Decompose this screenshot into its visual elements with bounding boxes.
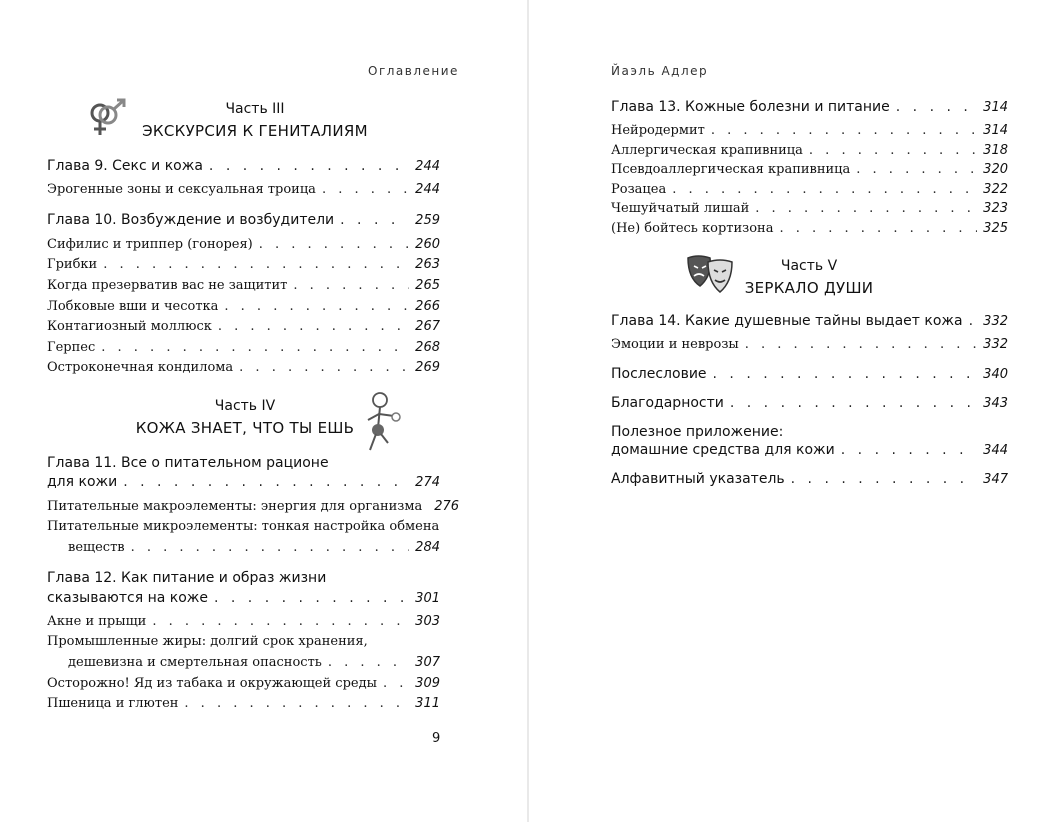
entry-title: Акне и прыщи [47,614,147,629]
toc-entry-ch11-line1[interactable]: Глава 11. Все о питательном рационе [47,455,329,471]
entry-title: Послесловие [611,366,707,382]
entry-page: 274 [415,475,440,490]
part3-title: ЭКСКУРСИЯ К ГЕНИТАЛИЯМ [142,122,368,140]
entry-title: Питательные макроэлементы: энергия для организма [47,499,423,514]
leader-dots [755,201,977,216]
entry-title: Глава 13. Кожные болезни и питание [611,99,890,115]
part4-title: КОЖА ЗНАЕТ, ЧТО ТЫ ЕШЬ [135,419,355,437]
leader-dots [969,313,978,329]
entry-title: Герпес [47,340,96,355]
leader-dots [293,278,409,293]
entry-page: 314 [983,123,1008,138]
running-head-left: Оглавление [368,64,459,78]
left-page [0,0,527,822]
leader-dots [101,340,409,355]
entry-title: Осторожно! Яд из табака и окружающей среды [47,676,377,691]
leader-dots [745,337,977,352]
leader-dots [779,221,977,236]
leader-dots [856,162,977,177]
toc-entry[interactable] [68,540,440,555]
toc-entry[interactable] [47,257,440,272]
leader-dots [123,474,409,490]
entry-page: 309 [415,676,440,691]
toc-entry-afterword[interactable] [611,366,1008,382]
toc-entry-ch10[interactable] [47,212,440,228]
entry-title: Глава 10. Возбуждение и возбудители [47,212,335,228]
entry-page: 347 [983,472,1008,487]
entry-page: 267 [415,319,440,334]
entry-title: Грибки [47,257,98,272]
leader-dots [730,395,977,411]
entry-page: 276 [434,499,460,514]
entry-page: 307 [415,655,440,670]
toc-entry[interactable] [47,676,440,691]
leader-dots [841,442,977,458]
entry-page: 244 [415,159,440,174]
leader-dots [259,237,409,252]
toc-entry[interactable] [47,237,440,252]
entry-title: Остроконечная кондилома [47,360,234,375]
toc-entry[interactable] [611,337,1008,352]
leader-dots [672,182,977,197]
entry-title: Сифилис и триппер (гонорея) [47,237,253,252]
part5-title: ЗЕРКАЛО ДУШИ [744,279,874,297]
entry-title: Когда презерватив вас не защитит [47,278,288,293]
entry-page: 260 [415,237,440,252]
part4-heading [115,396,375,439]
toc-entry-appendix[interactable] [611,442,1008,458]
entry-page: 325 [983,221,1008,236]
entry-title: Алфавитный указатель [611,471,785,487]
leader-dots [218,319,409,334]
entry-page: 344 [983,443,1008,458]
entry-title: Контагиозный моллюск [47,319,212,334]
entry-title: Псевдоаллергическая крапивница [611,162,851,177]
toc-entry[interactable] [47,299,440,314]
entry-title: Чешуйчатый лишай [611,201,750,216]
leader-dots [209,158,409,174]
toc-entry[interactable] [611,123,1008,138]
entry-page: 332 [983,314,1008,329]
leader-dots [791,471,978,487]
leader-dots [328,655,409,670]
entry-page: 244 [415,182,440,197]
toc-entry[interactable] [47,614,440,629]
page-number: 9 [432,731,441,746]
toc-entry[interactable] [611,143,1008,158]
entry-page: 311 [415,696,440,711]
entry-page: 269 [415,360,440,375]
leader-dots [711,123,977,138]
leader-dots [896,99,977,115]
entry-title: Лобковые вши и чесотка [47,299,219,314]
toc-entry[interactable] [68,655,440,670]
entry-title: Эмоции и неврозы [611,337,739,352]
leader-dots [224,299,409,314]
leader-dots [809,143,977,158]
right-page [529,0,1056,822]
toc-entry[interactable] [47,278,440,293]
leader-dots [340,212,409,228]
entry-page: 320 [983,162,1008,177]
entry-title: сказываются на коже [47,590,208,606]
toc-entry-appendix-line1[interactable]: Полезное приложение: [611,424,784,440]
entry-title: Благодарности [611,395,724,411]
leader-dots [383,676,409,691]
entry-page: 314 [983,100,1008,115]
toc-entry[interactable] [47,499,460,514]
toc-entry-ch13[interactable] [611,99,1008,115]
entry-page: 263 [415,257,440,272]
toc-entry[interactable] [47,696,440,711]
entry-page: 284 [415,540,440,555]
entry-page: 265 [415,278,440,293]
entry-page: 340 [983,367,1008,382]
entry-title: веществ [68,540,125,555]
toc-entry[interactable] [47,319,440,334]
entry-page: 332 [983,337,1008,352]
entry-title: Пшеница и глютен [47,696,179,711]
toc-entry-ch12-line1[interactable]: Глава 12. Как питание и образ жизни [47,570,327,586]
toc-entry-ch14[interactable] [611,313,1008,329]
toc-entry-line1[interactable]: Питательные микроэлементы: тонкая настройка обмена [47,519,440,534]
entry-page: 322 [983,182,1008,197]
toc-entry[interactable] [47,182,440,197]
part5-heading [719,256,899,299]
entry-title: (Не) бойтесь кортизона [611,221,774,236]
leader-dots [184,696,409,711]
entry-title: домашние средства для кожи [611,442,835,458]
leader-dots [131,540,410,555]
entry-page: 301 [415,591,440,606]
entry-title: Глава 14. Какие душевные тайны выдает кожа [611,313,963,329]
toc-entry[interactable] [611,221,1008,236]
entry-page: 266 [415,299,440,314]
entry-title: Нейродермит [611,123,705,138]
part5-label: Часть V [780,258,838,274]
toc-entry-thanks[interactable] [611,395,1008,411]
entry-title: Розацеа [611,182,667,197]
entry-page: 318 [983,143,1008,158]
toc-entry-line1[interactable]: Промышленные жиры: долгий срок хранения, [47,634,368,649]
entry-page: 343 [983,396,1008,411]
toc-entry-ch11[interactable] [47,474,440,490]
leader-dots [152,614,409,629]
toc-entry-ch12[interactable] [47,590,440,606]
running-head-right: Йаэль Адлер [611,64,709,78]
entry-page: 259 [415,213,440,228]
leader-dots [322,182,409,197]
toc-entry-index[interactable] [611,471,1008,487]
part4-label: Часть IV [214,398,276,414]
entry-title: Глава 9. Секс и кожа [47,158,203,174]
entry-page: 268 [415,340,440,355]
stick-figure-icon [356,388,404,454]
leader-dots [713,366,978,382]
toc-entry-ch9[interactable] [47,158,440,174]
toc-entry[interactable] [611,182,1008,197]
toc-entry[interactable] [611,201,1008,216]
toc-entry[interactable] [47,340,440,355]
entry-title: для кожи [47,474,118,490]
leader-dots [214,590,409,606]
entry-page: 303 [415,614,440,629]
entry-title: Эрогенные зоны и сексуальная троица [47,182,316,197]
leader-dots [103,257,409,272]
entry-title: дешевизна и смертельная опасность [68,655,322,670]
part3-heading [130,99,380,142]
toc-entry[interactable] [611,162,1008,177]
part3-label: Часть III [225,101,285,117]
gender-symbols-icon [86,97,130,139]
entry-title: Аллергическая крапивница [611,143,803,158]
toc-entry[interactable] [47,360,440,375]
leader-dots [239,360,409,375]
entry-page: 323 [983,201,1008,216]
